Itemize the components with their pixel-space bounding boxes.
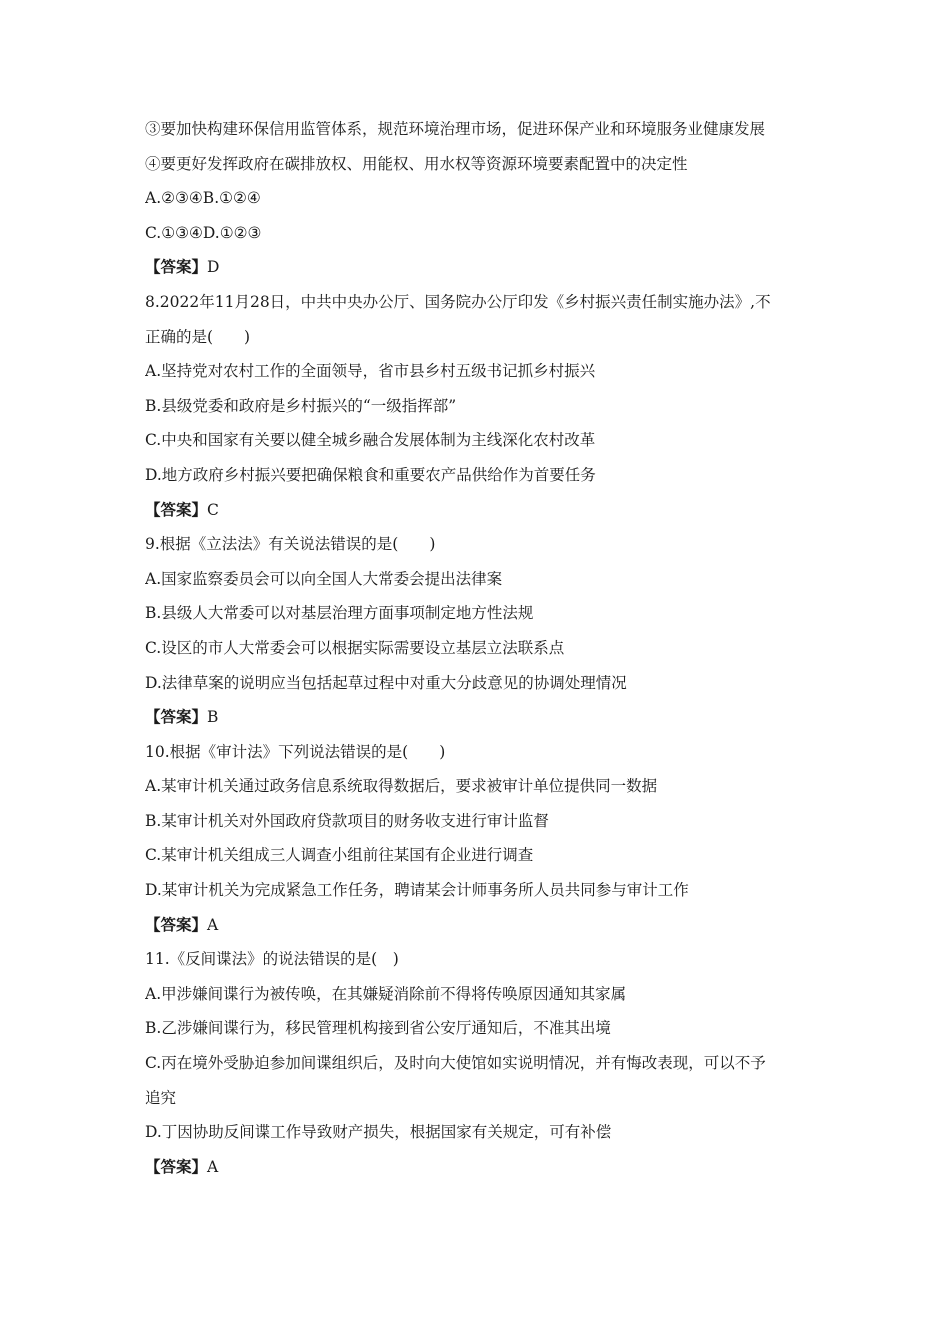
- answer-label: 【答案】: [145, 914, 208, 934]
- q7-options-cd: C.①③④D.①②③: [145, 223, 262, 242]
- q11-answer: [145, 1150, 815, 1185]
- q7-answer: [145, 250, 815, 285]
- q8-option-a: A.坚持党对农村工作的全面领导，省市县乡村五级书记抓乡村振兴: [145, 362, 596, 381]
- q11-option-a: A.甲涉嫌间谍行为被传唤，在其嫌疑消除前不得将传唤原因通知其家属: [145, 984, 627, 1003]
- answer-label: 【答案】: [145, 257, 208, 277]
- q10-option-a: A.某审计机关通过政务信息系统取得数据后，要求被审计单位提供同一数据: [145, 777, 658, 796]
- document-content: [145, 112, 815, 1184]
- q8-stem-cont: 正确的是( ): [145, 327, 251, 346]
- answer-value: C: [207, 500, 219, 519]
- answer-value: A: [207, 1157, 219, 1176]
- q9-option-c: C.设区的市人大常委会可以根据实际需要设立基层立法联系点: [145, 638, 565, 657]
- q9-stem: 9.根据《立法法》有关说法错误的是( ): [145, 535, 436, 554]
- q11-option-d: D.丁因协助反间谍工作导致财产损失，根据国家有关规定，可有补偿: [145, 1123, 612, 1142]
- q10-answer: [145, 908, 815, 943]
- q10-option-b: B.某审计机关对外国政府贷款项目的财务收支进行审计监督: [145, 811, 549, 830]
- answer-value: B: [207, 708, 219, 727]
- q11-option-b: B.乙涉嫌间谍行为，移民管理机构接到省公安厅通知后，不准其出境: [145, 1019, 611, 1038]
- q11-option-c: C.丙在境外受胁迫参加间谍组织后，及时向大使馆如实说明情况，并有悔改表现，可以不予: [145, 1054, 766, 1073]
- q9-option-b: B.县级人大常委可以对基层治理方面事项制定地方性法规: [145, 604, 534, 623]
- statement-4: ④要更好发挥政府在碳排放权、用能权、用水权等资源环境要素配置中的决定性: [145, 154, 688, 173]
- q9-option-d: D.法律草案的说明应当包括起草过程中对重大分歧意见的协调处理情况: [145, 673, 627, 692]
- q10-stem: 10.根据《审计法》下列说法错误的是( ): [145, 742, 446, 761]
- q8-answer: [145, 493, 815, 528]
- answer-label: 【答案】: [145, 499, 208, 519]
- q8-option-b: B.县级党委和政府是乡村振兴的“一级指挥部”: [145, 396, 457, 415]
- statement-3: ③要加快构建环保信用监管体系，规范环境治理市场，促进环保产业和环境服务业健康发展: [145, 120, 766, 138]
- q10-option-c: C.某审计机关组成三人调查小组前往某国有企业进行调查: [145, 846, 534, 865]
- q11-option-c-cont: 追究: [145, 1088, 177, 1107]
- q10-option-d: D.某审计机关为完成紧急工作任务，聘请某会计师事务所人员共同参与审计工作: [145, 881, 689, 900]
- q8-option-c: C.中央和国家有关要以健全城乡融合发展体制为主线深化农村改革: [145, 431, 596, 450]
- q9-answer: [145, 700, 815, 735]
- answer-value: A: [207, 915, 219, 934]
- q9-option-a: A.国家监察委员会可以向全国人大常委会提出法律案: [145, 569, 503, 588]
- q8-stem: 8.2022年11月28日，中共中央办公厅、国务院办公厅印发《乡村振兴责任制实施办法》,不: [145, 292, 771, 311]
- q11-stem: 11.《反间谍法》的说法错误的是( ): [145, 950, 399, 969]
- q7-options-ab: A.②③④B.①②④: [145, 189, 261, 208]
- q8-option-d: D.地方政府乡村振兴要把确保粮食和重要农产品供给作为首要任务: [145, 465, 596, 484]
- answer-label: 【答案】: [145, 707, 208, 727]
- answer-label: 【答案】: [145, 1156, 208, 1176]
- answer-value: D: [207, 258, 220, 277]
